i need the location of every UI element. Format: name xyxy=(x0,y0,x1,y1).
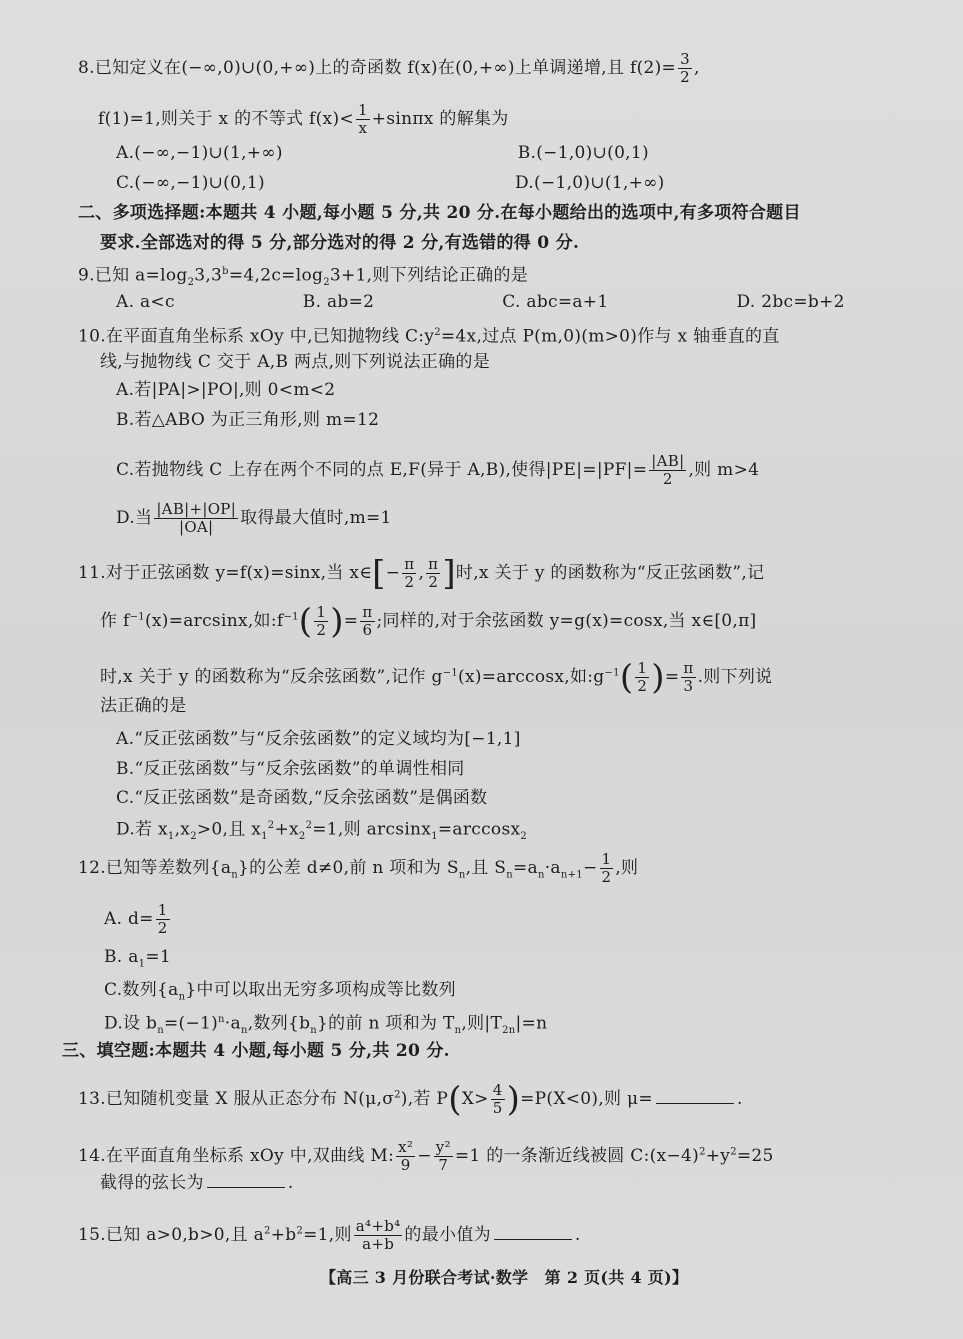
denominator: x xyxy=(358,119,368,137)
fraction xyxy=(354,1218,403,1253)
superscript: −1 xyxy=(442,667,459,679)
text-run: B.“反正弦函数”与“反余弦函数”的单调性相同 xyxy=(116,759,465,779)
denominator: 2 xyxy=(680,68,690,86)
text-run: 时,x 关于 y 的函数称为“反余弦函数”,记作 g xyxy=(100,667,443,687)
subscript: n+1 xyxy=(560,869,583,881)
text-line xyxy=(78,553,765,594)
text-run: A.“反正弦函数”与“反余弦函数”的定义域均为[−1,1] xyxy=(116,729,521,749)
text-line xyxy=(100,232,579,254)
text-run: . xyxy=(736,1089,743,1109)
text-line xyxy=(100,657,773,698)
denominator: 2 xyxy=(157,919,168,937)
text-run: A.若|PA|>|PO|,则 0<m<2 xyxy=(116,380,336,400)
text-run: >0,且 x xyxy=(196,819,262,840)
section-heading: 三、填空题:本题共 4 小题,每小题 5 分,共 20 分. xyxy=(62,1041,450,1061)
text-run: =1,则 xyxy=(303,1225,352,1245)
text-run: =1 的一条渐近线被圆 C:(x−4) xyxy=(454,1146,700,1166)
text-line xyxy=(78,261,528,294)
text-run: . xyxy=(574,1225,581,1245)
text-line xyxy=(62,1040,450,1062)
numerator: x² xyxy=(398,1138,414,1156)
text-run: ,则|T xyxy=(461,1013,503,1034)
text-run: }中可以取出无穷多项构成等比数列 xyxy=(185,980,456,1000)
text-run: 时,x 关于 y 的函数称为“反正弦函数”,记 xyxy=(455,563,765,583)
text-run: A.(−∞,−1)∪(1,+∞) xyxy=(116,143,283,163)
text-line xyxy=(100,1172,294,1194)
section-heading: 二、多项选择题:本题共 4 小题,每小题 5 分,共 20 分.在每小题给出的选项中,有多项符合题目 xyxy=(78,203,801,223)
text-run: =1 xyxy=(145,947,171,967)
subscript: 2n xyxy=(502,1025,516,1037)
numerator: π xyxy=(683,659,694,677)
text-line xyxy=(116,728,521,750)
subscript: 2 xyxy=(190,831,197,843)
text-run: D.设 b xyxy=(104,1013,158,1034)
text-run: = xyxy=(664,667,680,687)
text-run: A. d= xyxy=(104,909,154,929)
text-line xyxy=(78,51,700,86)
text-run: 的最小值为 xyxy=(404,1225,491,1245)
text-line xyxy=(104,946,171,975)
text-line xyxy=(98,102,509,137)
text-run: B.若△ABO 为正三角形,则 m=12 xyxy=(116,410,380,430)
text-run: = xyxy=(343,611,359,631)
text-run: − xyxy=(582,858,598,878)
text-run: 9.已知 a=log xyxy=(78,265,188,286)
fraction xyxy=(396,1139,415,1174)
text-line xyxy=(116,142,649,164)
text-line xyxy=(104,979,456,1008)
text-line xyxy=(78,202,801,224)
fraction xyxy=(678,51,692,86)
text-run: 10.在平面直角坐标系 xOy 中,已知抛物线 C:y xyxy=(78,326,435,347)
numerator: y² xyxy=(435,1138,451,1156)
denominator: a+b xyxy=(362,1235,395,1253)
text-line xyxy=(116,501,392,536)
subscript: n xyxy=(506,869,513,881)
text-run: ,数列{b xyxy=(247,1013,311,1034)
text-run: 截得的弦长为 xyxy=(100,1173,204,1193)
text-line xyxy=(100,601,757,642)
answer-blank xyxy=(656,1089,734,1104)
page-footer: 【高三 3 月份联合考试·数学 第 2 页(共 4 页)】 xyxy=(320,1268,689,1287)
numerator: 3 xyxy=(680,50,690,68)
text-line xyxy=(116,787,487,809)
denominator: 6 xyxy=(362,621,373,639)
text-line xyxy=(116,815,527,848)
text-run: =4,2c=log xyxy=(228,265,324,286)
text-run: C. abc=a+1 xyxy=(502,292,609,312)
answer-blank xyxy=(494,1225,572,1240)
bracket: ) xyxy=(330,601,344,642)
text-run: =P(X<0),则 μ= xyxy=(520,1089,653,1109)
superscript: 2 xyxy=(699,1146,706,1158)
text-run: 作 f xyxy=(100,611,130,631)
superscript: −1 xyxy=(129,611,145,623)
text-line xyxy=(78,322,780,348)
subscript: 1 xyxy=(138,958,146,970)
denominator: 2 xyxy=(316,621,327,639)
fraction xyxy=(154,501,238,536)
text-line xyxy=(104,1009,547,1042)
text-run: D.(−1,0)∪(1,+∞) xyxy=(514,173,665,193)
text-run: − xyxy=(417,1146,432,1166)
text-run: A. a<c xyxy=(116,292,175,312)
denominator: 2 xyxy=(662,470,673,488)
text-line xyxy=(116,379,335,401)
text-run: , xyxy=(418,563,425,583)
text-line xyxy=(116,758,465,780)
fraction xyxy=(491,1082,505,1117)
numerator: a⁴+b⁴ xyxy=(355,1217,401,1235)
text-line xyxy=(78,1139,774,1174)
subscript: n xyxy=(537,869,545,881)
fraction xyxy=(649,453,686,488)
fraction xyxy=(156,902,170,937)
text-line xyxy=(100,695,187,717)
superscript: b xyxy=(222,266,229,277)
text-line xyxy=(116,409,379,431)
denominator: 9 xyxy=(400,1156,411,1174)
text-run: =arccosx xyxy=(437,819,521,840)
subscript: n xyxy=(310,1025,318,1037)
text-run: =a xyxy=(512,858,538,878)
bracket: ] xyxy=(442,553,456,594)
superscript: 2 xyxy=(305,820,313,831)
text-run: ,则 xyxy=(615,858,639,878)
denominator: 7 xyxy=(438,1156,449,1174)
subscript: 2 xyxy=(298,831,306,843)
text-run: B. a xyxy=(104,947,139,967)
text-run: 12.已知等差数列{a xyxy=(78,858,232,878)
fraction xyxy=(600,851,614,886)
text-run: 11.对于正弦函数 y=f(x)=sinx,当 x∈ xyxy=(78,563,373,583)
subscript: n xyxy=(178,991,186,1003)
text-line xyxy=(116,453,759,488)
bracket: ) xyxy=(506,1079,521,1120)
numerator: 1 xyxy=(357,101,368,119)
text-run: f(1)=1,则关于 x 的不等式 f(x)< xyxy=(98,109,354,129)
numerator: 1 xyxy=(316,603,327,621)
text-run: D.若 x xyxy=(116,819,168,840)
denominator: 2 xyxy=(428,573,439,591)
text-run: 15.已知 a>0,b>0,且 a xyxy=(78,1225,265,1245)
subscript: n xyxy=(240,1025,248,1037)
superscript: 2 xyxy=(267,820,275,831)
subscript: n xyxy=(458,869,466,881)
text-run: +b xyxy=(270,1225,297,1245)
text-line xyxy=(100,351,490,373)
text-run: (x)=arccosx,如:g xyxy=(458,667,605,687)
fraction xyxy=(356,102,370,137)
bracket: ( xyxy=(619,657,634,698)
text-run: 3+1,则下列结论正确的是 xyxy=(329,265,529,286)
text-run: . xyxy=(287,1173,294,1193)
text-run: 8.已知定义在(−∞,0)∪(0,+∞)上的奇函数 f(x)在(0,+∞)上单调递增,且 f(2)= xyxy=(78,58,677,78)
subscript: 2 xyxy=(323,277,330,289)
text-run: 13.已知随机变量 X 服从正态分布 N(μ,σ xyxy=(78,1089,395,1109)
fraction xyxy=(402,556,416,591)
text-run: .则下列说 xyxy=(697,667,773,687)
text-run: D.当 xyxy=(116,508,153,528)
text-run: B. ab=2 xyxy=(302,292,375,312)
subscript: 1 xyxy=(167,831,175,843)
text-run: 3,3 xyxy=(194,265,223,286)
subscript: n xyxy=(231,869,239,881)
bracket: ( xyxy=(298,601,313,642)
subscript: 1 xyxy=(261,831,268,843)
denominator: 5 xyxy=(492,1099,503,1117)
text-run: =25 xyxy=(736,1146,774,1166)
text-run: C.“反正弦函数”是奇函数,“反余弦函数”是偶函数 xyxy=(116,788,488,808)
denominator: 3 xyxy=(683,677,694,695)
text-run: =1,则 arcsinx xyxy=(312,819,432,840)
text-run: ,且 S xyxy=(465,858,507,878)
fraction xyxy=(360,604,374,639)
numerator: π xyxy=(428,555,439,573)
text-run: ,x xyxy=(174,819,191,840)
text-run: +sinπx 的解集为 xyxy=(371,109,509,129)
text-line xyxy=(116,291,845,313)
text-run: C.若抛物线 C 上存在两个不同的点 E,F(异于 A,B),使得|PE|=|PF|= xyxy=(116,460,648,480)
text-run: X> xyxy=(461,1089,489,1109)
fraction xyxy=(426,556,440,591)
denominator: 2 xyxy=(404,573,415,591)
text-run: (x)=arcsinx,如:f xyxy=(144,611,284,631)
text-run: +y xyxy=(705,1146,731,1166)
fraction xyxy=(635,660,649,695)
superscript: 2 xyxy=(264,1225,271,1237)
superscript: −1 xyxy=(283,611,299,623)
subscript: n xyxy=(454,1025,462,1037)
subscript: 1 xyxy=(431,831,438,843)
superscript: −1 xyxy=(604,667,620,679)
text-run: |=n xyxy=(515,1013,548,1034)
text-line xyxy=(104,902,172,937)
text-run: , xyxy=(693,58,700,78)
text-run: ,则 m>4 xyxy=(688,460,760,480)
numerator: 1 xyxy=(637,659,648,677)
text-run: 法正确的是 xyxy=(100,696,187,716)
numerator: 1 xyxy=(601,850,612,868)
text-run: D. 2bc=b+2 xyxy=(736,292,845,312)
text-line xyxy=(78,1079,743,1120)
text-line xyxy=(116,172,665,194)
subscript: n xyxy=(157,1025,164,1037)
text-run: 取得最大值时,m=1 xyxy=(240,508,392,528)
superscript: 2 xyxy=(394,1089,401,1101)
text-run: +x xyxy=(274,819,299,840)
text-run: =(−1) xyxy=(163,1013,219,1034)
bracket: ( xyxy=(448,1079,462,1120)
numerator: π xyxy=(362,603,373,621)
numerator: |AB|+|OP| xyxy=(156,500,237,518)
superscript: 2 xyxy=(730,1146,737,1158)
superscript: 2 xyxy=(434,327,441,338)
text-line xyxy=(78,1218,581,1253)
superscript: n xyxy=(218,1014,225,1025)
text-run: ;同样的,对于余弦函数 y=g(x)=cosx,当 x∈[0,π] xyxy=(376,611,757,631)
numerator: π xyxy=(404,555,415,573)
text-run: ·a xyxy=(544,858,561,878)
bracket: ) xyxy=(651,657,665,698)
text-run: 14.在平面直角坐标系 xOy 中,双曲线 M: xyxy=(78,1146,395,1166)
fraction xyxy=(681,660,695,695)
text-run: B.(−1,0)∪(0,1) xyxy=(517,143,649,163)
text-line xyxy=(78,851,638,886)
superscript: 2 xyxy=(296,1225,304,1237)
bracket: [ xyxy=(372,553,386,594)
answer-blank xyxy=(207,1173,285,1188)
numerator: |AB| xyxy=(651,452,685,470)
fraction xyxy=(434,1139,453,1174)
section-heading: 要求.全部选对的得 5 分,部分选对的得 2 分,有选错的得 0 分. xyxy=(100,233,580,253)
denominator: |OA| xyxy=(178,518,214,536)
subscript: 2 xyxy=(520,831,528,843)
denominator: 2 xyxy=(637,677,648,695)
text-run: }的前 n 项和为 T xyxy=(317,1013,455,1034)
text-run: C.(−∞,−1)∪(0,1) xyxy=(116,173,265,193)
subscript: 2 xyxy=(187,277,195,289)
text-run: − xyxy=(385,563,401,583)
numerator: 1 xyxy=(157,901,168,919)
text-run: ),若 P xyxy=(400,1089,449,1109)
fraction xyxy=(314,604,328,639)
text-run: }的公差 d≠0,前 n 项和为 S xyxy=(238,858,459,878)
denominator: 2 xyxy=(601,868,612,886)
text-run: 线,与抛物线 C 交于 A,B 两点,则下列说法正确的是 xyxy=(100,352,491,372)
text-run: ·a xyxy=(224,1013,241,1034)
text-run: =4x,过点 P(m,0)(m>0)作与 x 轴垂直的直 xyxy=(440,326,780,347)
text-run: C.数列{a xyxy=(104,980,179,1000)
numerator: 4 xyxy=(492,1081,503,1099)
